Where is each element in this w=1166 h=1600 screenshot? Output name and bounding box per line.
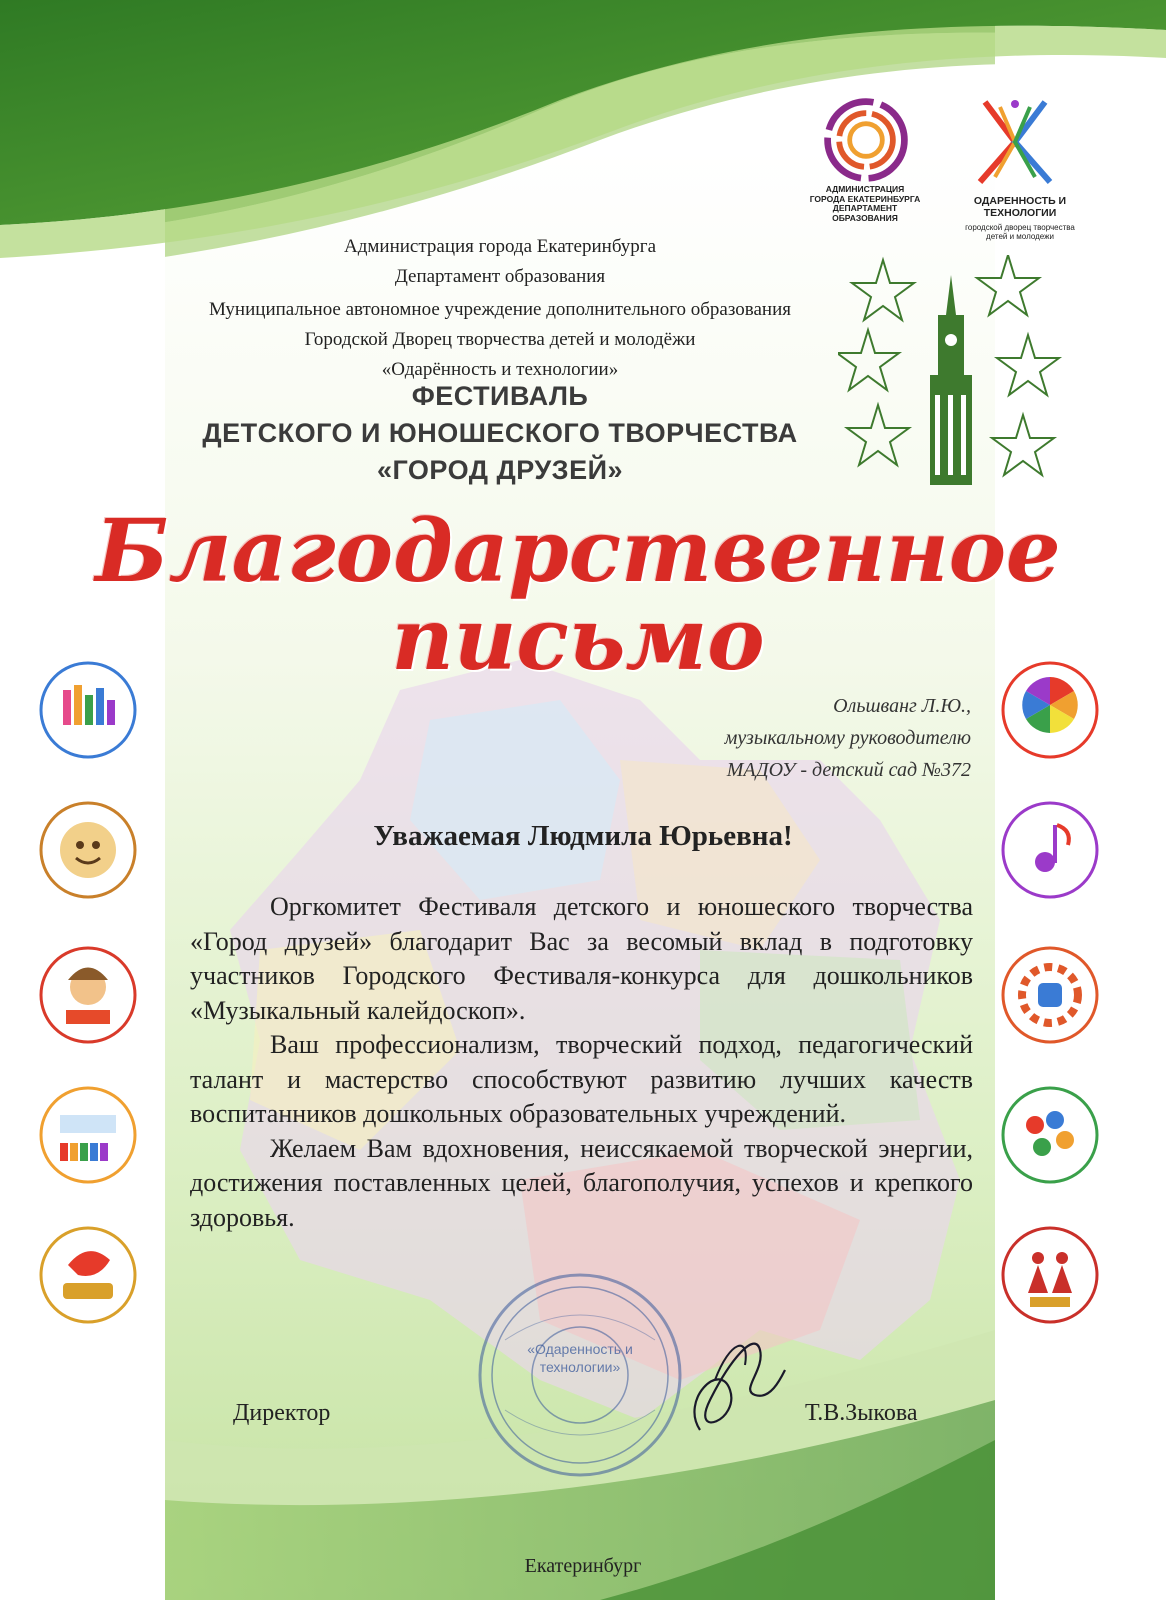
director-signature-icon [660,1320,790,1450]
festival-title [0,378,1000,489]
admin-caption-line: ДЕПАРТАМЕНТ [832,203,898,213]
festival-line: ФЕСТИВАЛЬ [411,381,589,411]
badge-folk-dance-icon [1000,1225,1100,1325]
admin-caption-line: АДМИНИСТРАЦИЯ [825,184,905,194]
header-line: Муниципальное автономное учреждение дополнительного образования [209,299,791,320]
header-line: Департамент образования [394,266,606,287]
administration-logo-icon [818,92,914,188]
odarennost-subtitle-line: детей и молодежи [986,232,1054,241]
letter-body [190,890,973,1235]
badge-robot-gear-icon [1000,945,1100,1045]
addressee-name: Ольшванг Л.Ю., [833,695,971,717]
body-paragraph: Ваш профессионализм, творческий подход, педагогический талант и мастерство способствуют развитию лучших качеств воспитанников дошкольных образовательных учреждений. [190,1030,973,1128]
addressee-position: музыкальному руководителю [724,727,971,749]
administration-logo-caption [800,185,930,223]
addressee-block [725,690,971,786]
header-line: Городской Дворец творчества детей и молодёжи [304,329,696,350]
footer-city: Екатеринбург [524,1555,642,1577]
greeting: Уважаемая Людмила Юрьевна! [373,820,793,852]
body-paragraph: Желаем Вам вдохновения, неиссякаемой творческой энергии, достижения поставленных целей, благополучия, успехов и крепкого здоровья. [190,1133,973,1232]
header-line: «Одарённость и технологии» [381,359,619,380]
odarennost-subtitle-line: городской дворец творчества [965,223,1075,232]
body-paragraph: Оргкомитет Фестиваля детского и юношеского творчества «Город друзей» благодарит Вас за весомый вклад в подготовку участников Городского Фестиваля-конкурса для дошкольников «Музыкальный калейдоскоп». [190,892,973,1025]
addressee-organization: МАДОУ - детский сад №372 [726,759,971,781]
odarennost-logo-icon [965,92,1065,192]
badge-music-note-icon [1000,800,1100,900]
badge-theatre-icon [38,800,138,900]
admin-caption-line: ОБРАЗОВАНИЯ [832,212,898,223]
admin-caption-line: ГОРОДА ЕКАТЕРИНБУРГА [809,193,921,204]
badge-hands-icon [1000,1085,1100,1185]
badge-golden-brush-icon [38,1225,138,1325]
badge-premiere-icon [1000,660,1100,760]
odarennost-title: ОДАРЕННОСТЬ И ТЕХНОЛОГИИ [973,195,1067,219]
header-line: Администрация города Екатеринбурга [344,236,656,257]
badge-rhythm-icon [38,660,138,760]
badge-music-kaleidoscope-icon [38,1085,138,1185]
certificate-title [0,501,1161,690]
signatory-role: Директор [233,1400,331,1426]
title-line: письмо [391,589,765,690]
festival-line: «ГОРОД ДРУЗЕЙ» [376,455,624,485]
signatory-name: Т.В.Зыкова [805,1400,918,1426]
badge-games-icon [38,945,138,1045]
festival-line: ДЕТСКОГО И ЮНОШЕСКОГО ТВОРЧЕСТВА [202,418,798,448]
title-line: Благодарственное [95,501,1061,602]
organization-header [0,232,1000,385]
stamp-inner-text: «Одаренность и технологии» [527,1341,633,1375]
